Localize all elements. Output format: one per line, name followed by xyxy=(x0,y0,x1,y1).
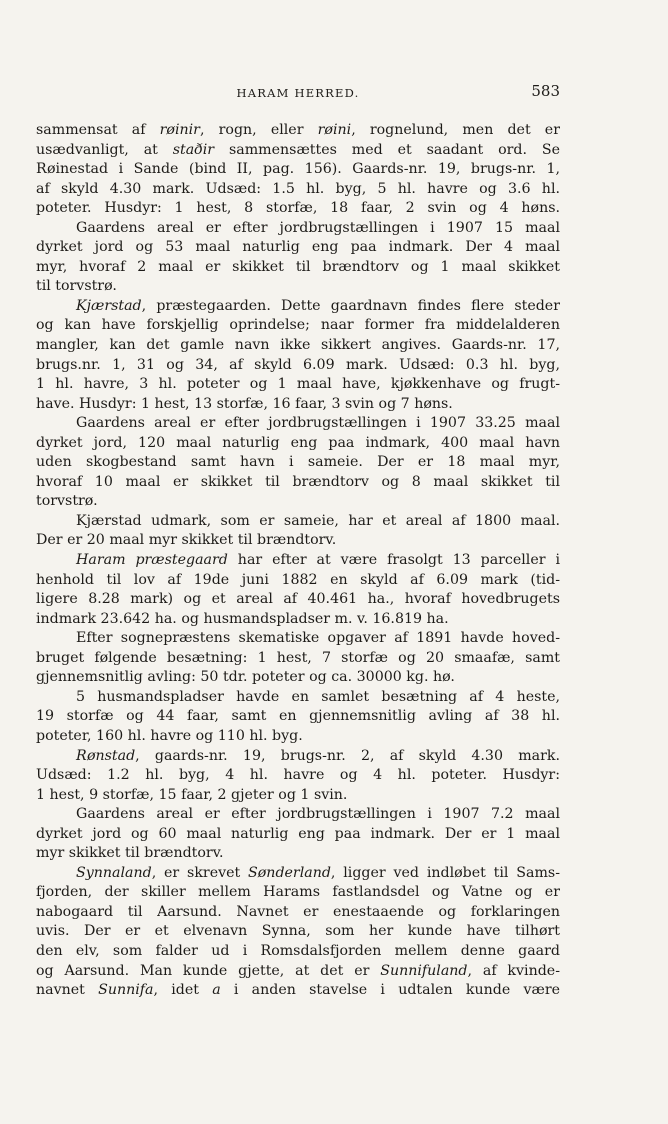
text-line xyxy=(36,531,560,551)
text-segment: uvis. Der er et elvenavn Synna, som her kunde have tilhørt xyxy=(36,923,560,940)
italic-term: røini xyxy=(317,122,352,138)
text-line xyxy=(36,141,560,161)
text-segment: bruget følgende besætning: 1 hest, 7 storfæ og 20 smaafæ, samt xyxy=(36,649,560,666)
text-segment: poteter, 160 hl. havre og 110 hl. byg. xyxy=(36,727,303,744)
text-line xyxy=(36,571,560,591)
text-segment: 1 hest, 9 storfæ, 15 faar, 2 gjeter og 1 svin. xyxy=(36,786,348,803)
text-segment: mangler, kan det gamle navn ikke sikkert angives. Gaards-nr. 17, xyxy=(36,337,560,354)
text-segment: Gaardens areal er efter jordbrugstællingen i 1907 15 maal xyxy=(76,219,560,236)
text-segment: Der er 20 maal myr skikket til brændtorv. xyxy=(36,532,337,549)
text-segment: brugs.nr. 1, 31 og 34, af skyld 6.09 mark. Udsæd: 0.3 hl. byg, xyxy=(36,356,560,373)
italic-term: Haram præstegaard xyxy=(76,552,228,569)
text-segment: dyrket jord og 53 maal naturlig eng paa indmark. Der 4 maal xyxy=(36,239,560,256)
text-segment: sammensættes med et saadant ord. Se xyxy=(214,141,560,158)
text-segment: , rogn, eller xyxy=(199,122,318,138)
text-line xyxy=(36,551,560,571)
text-segment: 5 husmandspladser havde en samlet besætning af 4 heste, xyxy=(76,688,560,705)
text-segment: , præstegaarden. Dette gaardnavn findes flere steder xyxy=(141,297,560,314)
italic-term: Kjærstad xyxy=(76,297,142,314)
text-line xyxy=(36,844,560,864)
text-segment: , gaards-nr. 19, brugs-nr. 2, af skyld 4.30 mark. xyxy=(135,747,560,764)
text-segment: henhold til lov af 19de juni 1882 en skyld af 6.09 mark (tid- xyxy=(36,571,560,588)
text-line xyxy=(36,629,560,649)
text-line xyxy=(36,375,560,395)
text-line xyxy=(36,707,560,727)
text-segment: usædvanligt, at xyxy=(36,141,173,158)
text-segment: indmark 23.642 ha. og husmandspladser m. v. 16.819 ha. xyxy=(36,610,449,627)
text-line xyxy=(36,668,560,688)
text-segment: Efter sognepræstens skematiske opgaver af 1891 havde hoved- xyxy=(76,630,560,647)
text-line xyxy=(36,786,560,806)
italic-term: Rønstad xyxy=(76,747,136,764)
text-segment: ligere 8.28 mark) og et areal af 40.461 ha., hvoraf hovedbrugets xyxy=(36,591,560,608)
text-line xyxy=(36,473,560,493)
text-line xyxy=(36,492,560,512)
text-line xyxy=(36,688,560,708)
text-segment: 1 hl. havre, 3 hl. poteter og 1 maal have, kjøkkenhave og frugt- xyxy=(36,376,560,393)
text-line xyxy=(36,825,560,845)
text-line xyxy=(36,277,560,297)
text-segment: sammensat af xyxy=(36,122,160,138)
text-segment: dyrket jord, 120 maal naturlig eng paa indmark, 400 maal havn xyxy=(36,434,560,451)
text-segment: Udsæd: 1.2 hl. byg, 4 hl. havre og 4 hl. poteter. Husdyr: xyxy=(36,767,560,784)
text-segment: 19 storfæ og 44 faar, samt en gjennemsnitlig avling af 38 hl. xyxy=(36,708,560,725)
text-line xyxy=(36,512,560,532)
text-segment: Kjærstad udmark, som er sameie, har et areal af 1800 maal. xyxy=(76,512,560,529)
text-segment: torvstrø. xyxy=(36,493,98,510)
text-segment: i anden stavelse i udtalen kunde være xyxy=(220,982,560,999)
text-line xyxy=(36,649,560,669)
text-line xyxy=(36,297,560,317)
text-segment: Gaardens areal er efter jordbrugstællingen i 1907 33.25 maal xyxy=(76,415,560,432)
text-line xyxy=(36,747,560,767)
running-header xyxy=(36,82,560,104)
text-line xyxy=(36,121,560,141)
text-line xyxy=(36,962,560,982)
text-segment: hvoraf 10 maal er skikket til brændtorv og 8 maal skikket til xyxy=(36,473,560,490)
text-segment: fjorden, der skiller mellem Harams fastlandsdel og Vatne og er xyxy=(36,884,560,901)
text-line xyxy=(36,180,560,200)
text-segment: , er skrevet xyxy=(151,864,249,881)
text-segment: myr skikket til brændtorv. xyxy=(36,845,224,862)
text-segment: har efter at være frasolgt 13 parceller i xyxy=(227,552,560,569)
text-segment: have. Husdyr: 1 hest, 13 storfæ, 16 faar, 3 svin og 7 høns. xyxy=(36,395,453,412)
body-text xyxy=(36,121,560,1001)
text-line xyxy=(36,434,560,454)
text-segment: nabogaard til Aarsund. Navnet er enestaaende og forklaringen xyxy=(36,903,560,920)
text-segment: Gaardens areal er efter jordbrugstællingen i 1907 7.2 maal xyxy=(76,806,560,823)
text-line xyxy=(36,238,560,258)
text-line xyxy=(36,453,560,473)
text-line xyxy=(36,805,560,825)
text-segment: og kan have forskjellig oprindelse; naar former fra middelalderen xyxy=(36,317,560,334)
text-segment: , ligger ved indløbet til Sams- xyxy=(330,864,560,881)
text-line xyxy=(36,922,560,942)
text-segment: til torvstrø. xyxy=(36,278,117,295)
text-line xyxy=(36,883,560,903)
text-segment: poteter. Husdyr: 1 hest, 8 storfæ, 18 faar, 2 svin og 4 høns. xyxy=(36,200,560,217)
text-line xyxy=(36,610,560,630)
text-line xyxy=(36,727,560,747)
text-line xyxy=(36,356,560,376)
text-line xyxy=(36,414,560,434)
text-segment: , rognelund, men det er xyxy=(351,122,560,138)
text-segment: den elv, som falder ud i Romsdalsfjorden mellem denne gaard xyxy=(36,942,560,959)
page-number: 583 xyxy=(531,82,560,100)
text-segment: gjennemsnitlig avling: 50 tdr. poteter og ca. 30000 kg. hø. xyxy=(36,669,455,686)
text-line xyxy=(36,903,560,923)
italic-term: Sunnifuland xyxy=(380,962,468,979)
italic-term: Sønderland xyxy=(248,864,331,881)
italic-term: Sunnifa xyxy=(98,982,154,999)
text-line xyxy=(36,864,560,884)
text-segment: af skyld 4.30 mark. Udsæd: 1.5 hl. byg, 5 hl. havre og 3.6 hl. xyxy=(36,180,560,197)
text-segment: navnet xyxy=(36,982,99,999)
text-segment: og Aarsund. Man kunde gjette, at det er xyxy=(36,962,381,979)
text-segment: uden skogbestand samt havn i sameie. Der er 18 maal myr, xyxy=(36,454,560,471)
italic-term: Synnaland xyxy=(76,864,152,881)
text-line xyxy=(36,395,560,415)
italic-term: staðir xyxy=(172,141,215,158)
text-segment: , af kvinde- xyxy=(467,962,560,979)
text-line xyxy=(36,316,560,336)
text-line xyxy=(36,219,560,239)
text-line xyxy=(36,336,560,356)
text-line xyxy=(36,160,560,180)
text-segment: , idet xyxy=(153,982,213,999)
italic-term: a xyxy=(212,982,221,999)
text-line xyxy=(36,942,560,962)
text-segment: Røinestad i Sande (bind II, pag. 156). Gaards-nr. 19, brugs-nr. 1, xyxy=(36,161,560,178)
text-segment: myr, hvoraf 2 maal er skikket til brændtorv og 1 maal skikket xyxy=(36,258,560,275)
header-title: HARAM HERRED. xyxy=(236,86,360,100)
text-segment: dyrket jord og 60 maal naturlig eng paa indmark. Der er 1 maal xyxy=(36,825,560,842)
italic-term: røinir xyxy=(159,122,200,138)
text-line xyxy=(36,766,560,786)
text-line xyxy=(36,590,560,610)
text-line xyxy=(36,981,560,1001)
text-line xyxy=(36,199,560,219)
text-line xyxy=(36,258,560,278)
